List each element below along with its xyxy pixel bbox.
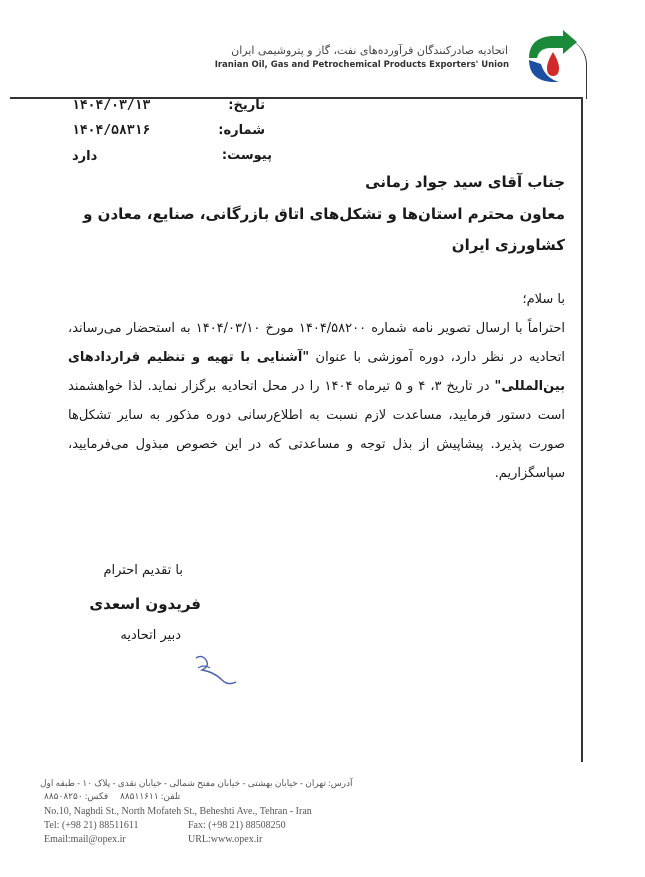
footer-url: URL:www.opex.ir [188, 834, 263, 845]
date-label: تاریخ: [228, 98, 265, 113]
closing: با تقدیم احترام [103, 563, 183, 578]
body-paragraph [68, 314, 565, 488]
signatory-title: دبیر اتحادیه [120, 628, 181, 643]
signatory-name: فریدون اسعدی [89, 595, 201, 613]
attachment-value: دارد [72, 149, 98, 164]
footer-tel-en: Tel: (+98 21) 88511611 [44, 820, 139, 831]
handwritten-signature [188, 650, 243, 690]
footer-address-en: No.10, Naghdi St., North Mofateh St., Beheshti Ave., Tehran - Iran [44, 806, 312, 817]
footer-fax-en: Fax: (+98 21) 88508250 [188, 820, 286, 831]
body-text-part2: در تاریخ ۳، ۴ و ۵ تیرماه ۱۴۰۴ را در محل اتحادیه برگزار نماید. لذا خواهشمند است دستور فرمایید، مساعدت لازم نسبت به اطلاع‌رسانی دوره مذکور به سایر تشکل‌ها صورت پذیرد. پیشاپیش از بذل توجه و مساعدتی که در این خصوص مبذول می‌فرمایید، سپاسگزاریم. [68, 379, 565, 481]
greeting: با سلام؛ [522, 292, 565, 307]
number-label: شماره: [218, 123, 265, 138]
recipient-name: جناب آقای سید جواد زمانی [365, 173, 565, 191]
course-title: "آشنایی با تهیه و تنظیم قراردادهای بین‌المللی" [68, 350, 566, 394]
footer-phone-fa: تلفن: ۸۸۵۱۱۶۱۱ [120, 791, 181, 801]
org-name-fa: اتحادیه صادرکنندگان فرآورده‌های نفت، گاز و پتروشیمی ایران [231, 44, 508, 57]
org-name-en: Iranian Oil, Gas and Petrochemical Products Exporters' Union [214, 60, 509, 70]
footer-fax-fa: فکس: ۸۸۵۰۸۲۵۰ [44, 791, 109, 801]
recipient-title-line1: معاون محترم استان‌ها و تشکل‌های اتاق بازرگانی، صنایع، معادن و [83, 205, 565, 223]
body-text-part1: احتراماً با ارسال تصویر نامه شماره ۱۴۰۴/۵۸۲۰۰ مورخ ۱۴۰۴/۰۳/۱۰ به استحضار می‌رساند، اتحادیه در نظر دارد، دوره آموزشی با عنوان [68, 321, 565, 365]
recipient-title-line2: کشاورزی ایران [451, 236, 565, 254]
footer-address-fa: آدرس: تهران - خیابان بهشتی - خیابان مفتح شمالی - خیابان نقدی - پلاک ۱۰ - طبقه اول [40, 778, 353, 788]
number-value: ۱۴۰۴/۵۸۳۱۶ [72, 123, 151, 138]
opex-logo-icon [523, 28, 581, 86]
footer-email: Email:mail@opex.ir [44, 834, 126, 845]
date-value: ۱۴۰۴/۰۳/۱۳ [72, 98, 151, 113]
side-rule [581, 97, 583, 762]
attachment-label: پیوست: [221, 148, 272, 163]
